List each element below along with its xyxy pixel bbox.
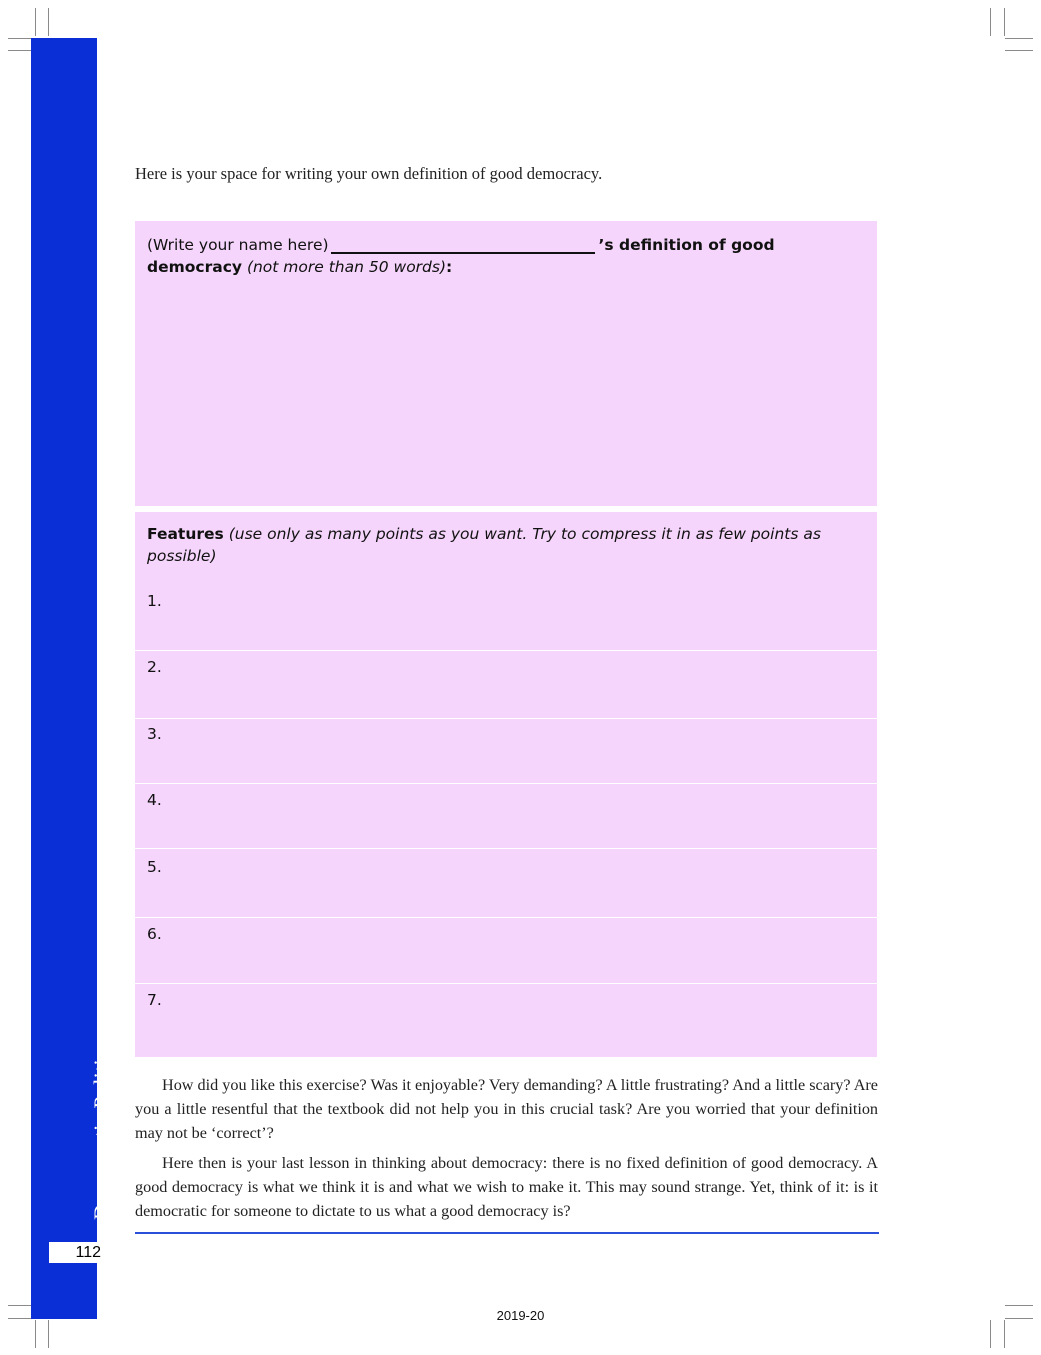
features-heading	[147, 523, 862, 567]
feature-divider	[135, 983, 877, 984]
intro-text: Here is your space for writing your own definition of good democracy.	[135, 164, 603, 183]
feature-item-number: 2.	[147, 658, 162, 676]
body-paragraph: How did you like this exercise? Was it enjoyable? Very demanding? A little frustrating? And a little scary? Are you a little resentful that the textbook did not help you in this crucial task? Are you worried that your definition may not be ‘correct’?	[135, 1076, 878, 1142]
features-box	[135, 512, 877, 1057]
crop-mark	[1005, 1305, 1033, 1306]
footer-year: 2019-20	[496, 1308, 545, 1323]
features-heading-instructions: (use only as many points as you want. Try to compress it in as few points as possible)	[147, 525, 821, 565]
feature-divider	[135, 650, 877, 651]
crop-mark	[35, 1320, 36, 1348]
feature-item-number: 7.	[147, 991, 162, 1009]
crop-mark	[1004, 1320, 1005, 1348]
features-heading-title: Features	[147, 525, 224, 543]
prompt-prefix: (Write your name here)	[147, 236, 329, 254]
feature-item-number: 3.	[147, 725, 162, 743]
feature-item-number: 4.	[147, 791, 162, 809]
definition-prompt	[147, 234, 787, 278]
crop-mark	[35, 8, 36, 36]
crop-mark	[48, 1320, 49, 1348]
prompt-bold-word: democracy	[147, 258, 242, 276]
bottom-rule	[135, 1232, 879, 1234]
feature-divider	[135, 848, 877, 849]
feature-item-number: 6.	[147, 925, 162, 943]
feature-item-number: 5.	[147, 858, 162, 876]
name-blank-line	[331, 252, 595, 254]
page-number: 112	[49, 1242, 103, 1263]
feature-divider	[135, 718, 877, 719]
crop-mark	[990, 1320, 991, 1348]
crop-mark	[1005, 50, 1033, 51]
prompt-colon: :	[446, 258, 453, 276]
feature-item-number: 1.	[147, 592, 162, 610]
sidebar-band	[31, 38, 97, 1319]
definition-box	[135, 221, 877, 506]
crop-mark	[48, 8, 49, 36]
prompt-word-limit: (not more than 50 words)	[246, 258, 447, 276]
body-paragraph: Here then is your last lesson in thinking about democracy: there is no fixed definition of good democracy. A good democracy is what we think it is and what we wish to make it. This may sound strange. Yet, think of it: is it democratic for someone to dictate to us what a good democracy is?	[135, 1154, 878, 1220]
prompt-suffix: ’s definition of good	[598, 236, 775, 254]
crop-mark	[1005, 38, 1033, 39]
sidebar-book-title: Democratic Politics	[89, 1040, 114, 1220]
feature-divider	[135, 783, 877, 784]
crop-mark	[990, 8, 991, 36]
feature-divider	[135, 917, 877, 918]
crop-mark	[1004, 8, 1005, 36]
